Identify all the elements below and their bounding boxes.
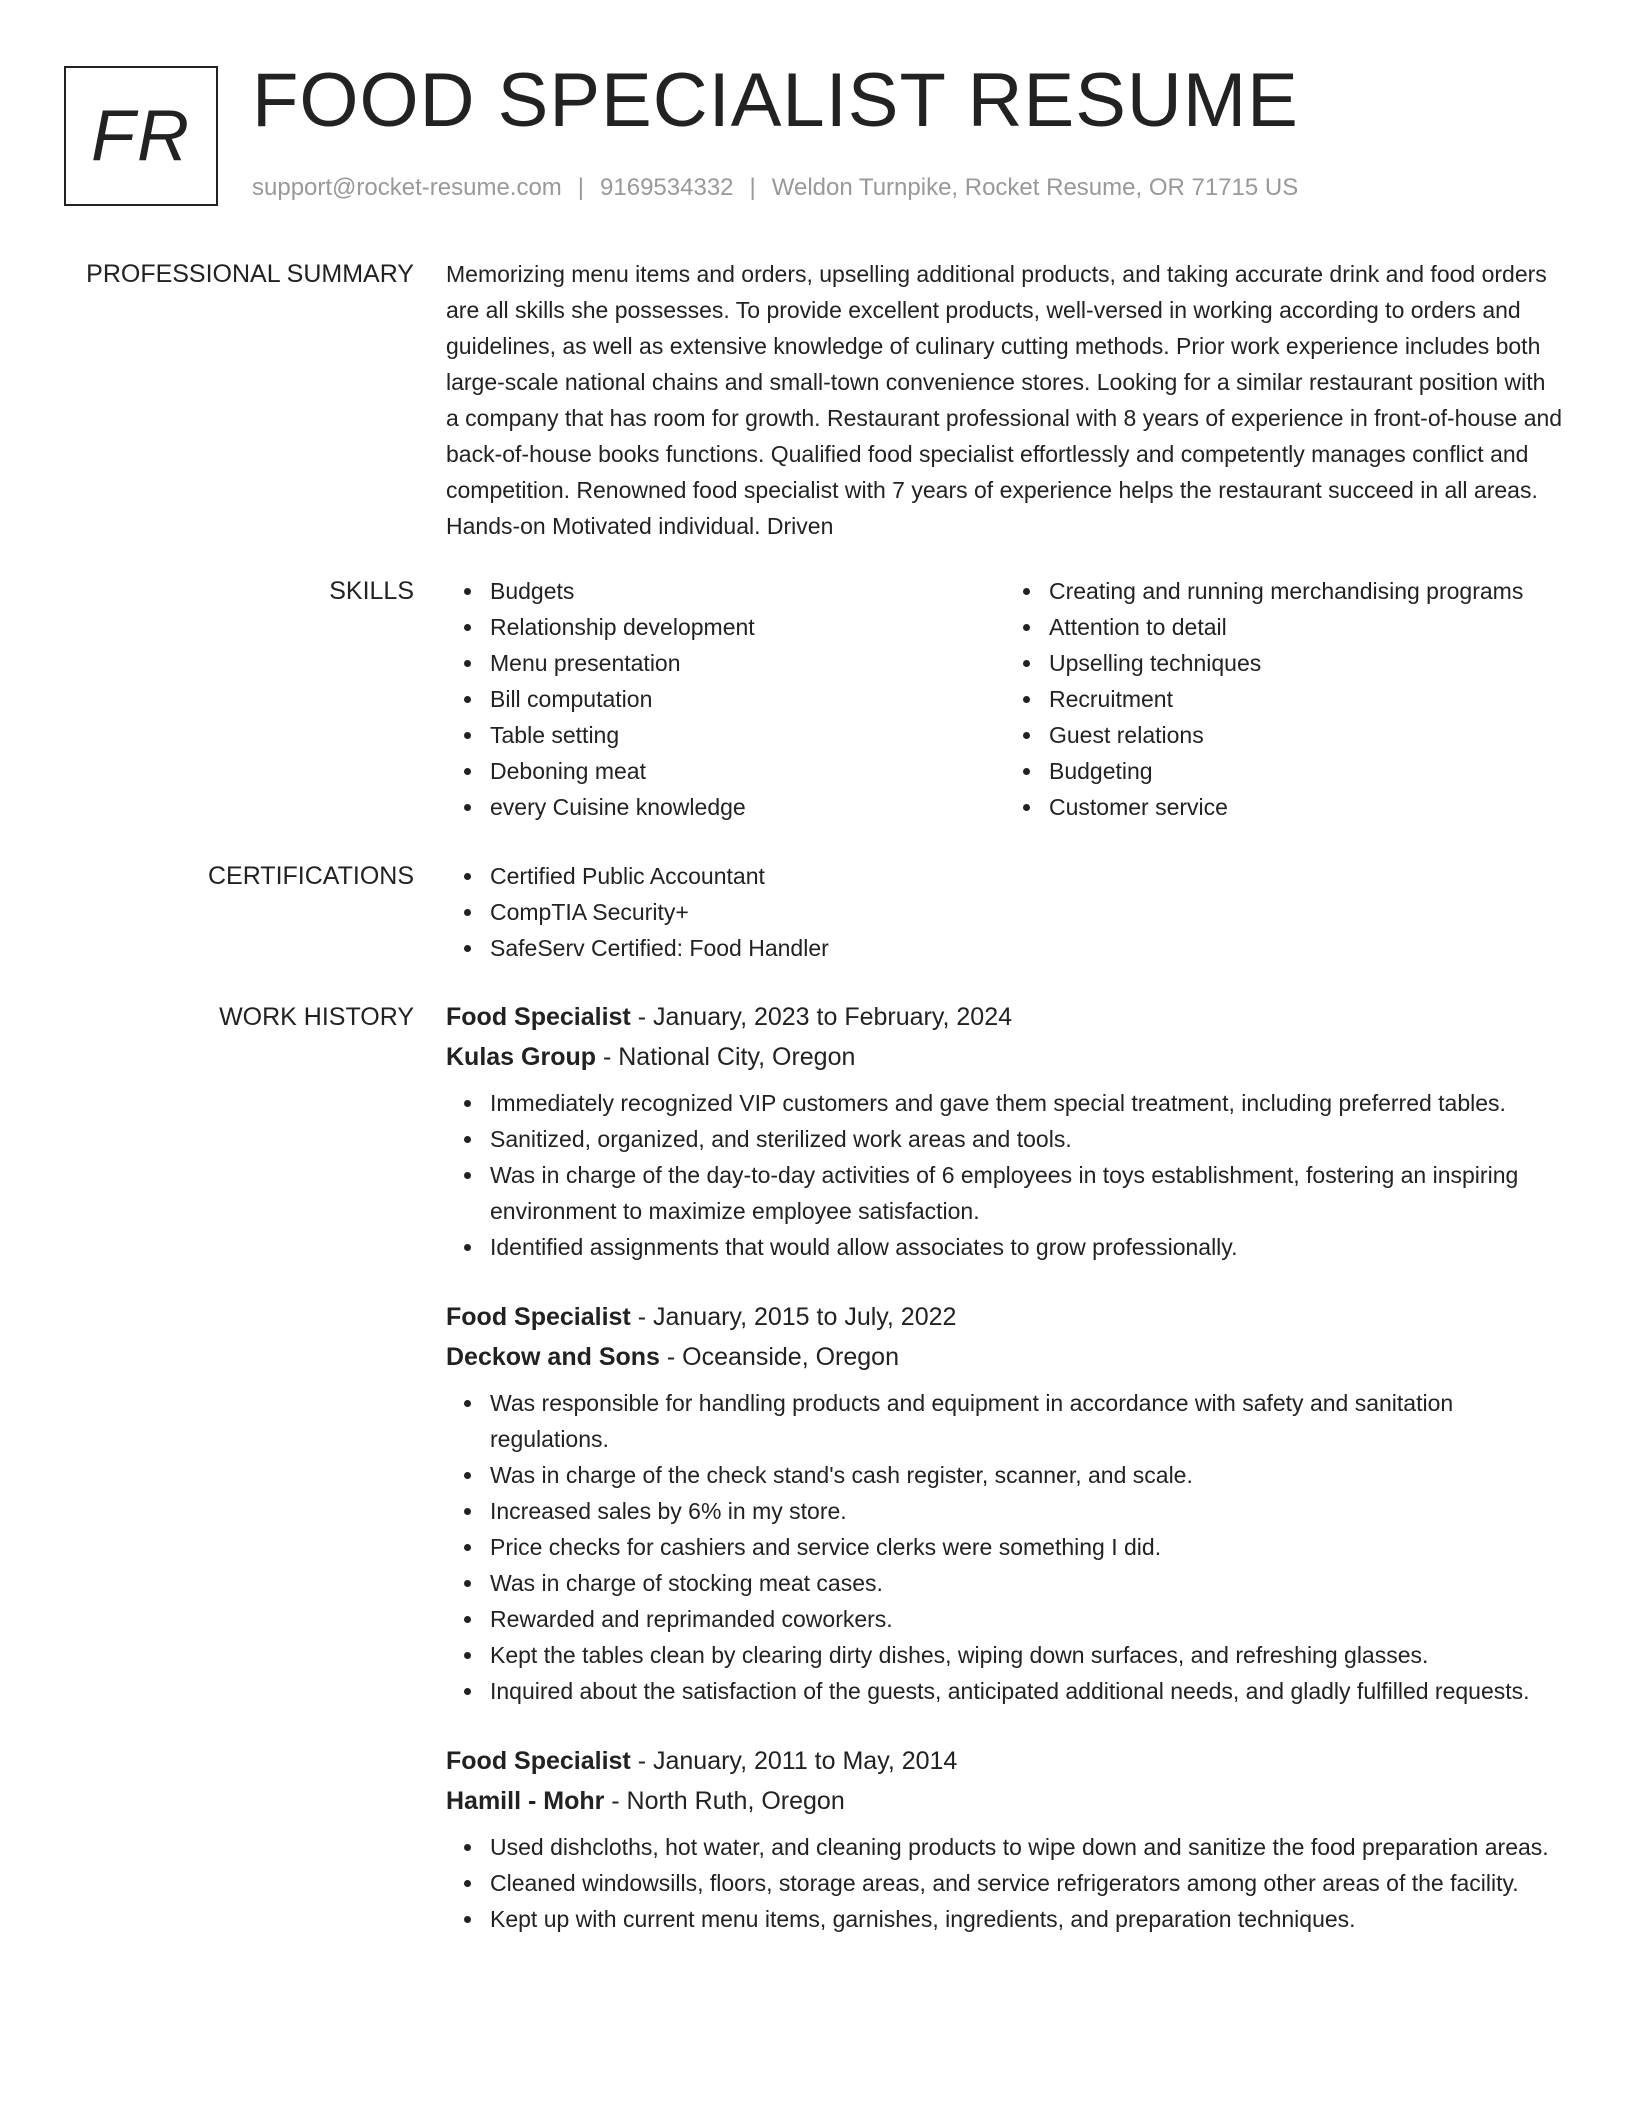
list-item: Was in charge of the day-to-day activities of 6 employees in toys establishment, fostering an inspiring environment to maximize employee satisfaction. (490, 1157, 1564, 1229)
list-item: Certified Public Accountant (490, 858, 1564, 894)
list-item: Used dishcloths, hot water, and cleaning products to wipe down and sanitize the food preparation areas. (490, 1829, 1564, 1865)
contact-address: Weldon Turnpike, Rocket Resume, OR 71715 US (771, 174, 1299, 201)
job-dates: - January, 2015 to July, 2022 (630, 1303, 957, 1331)
list-item: Was in charge of the check stand's cash register, scanner, and scale. (490, 1457, 1564, 1493)
job-title-line (446, 997, 1564, 1037)
skills-list-left (446, 573, 1005, 825)
skills-body (446, 573, 1564, 825)
list-item: CompTIA Security+ (490, 894, 1564, 930)
list-item: Price checks for cashiers and service clerks were something I did. (490, 1529, 1564, 1565)
list-item: Deboning meat (490, 753, 1005, 789)
list-item: Guest relations (1049, 717, 1564, 753)
job-company: Kulas Group (446, 1043, 597, 1071)
list-item: Menu presentation (490, 645, 1005, 681)
job-company-line (446, 1337, 1564, 1377)
job-bullets (446, 1085, 1564, 1265)
job-title-line (446, 1741, 1564, 1781)
list-item: Inquired about the satisfaction of the guests, anticipated additional needs, and gladly fulfilled requests. (490, 1673, 1564, 1709)
contact-phone: 9169534332 (600, 174, 734, 201)
job-entry (446, 997, 1564, 1265)
list-item: SafeServ Certified: Food Handler (490, 930, 1564, 966)
list-item: Upselling techniques (1049, 645, 1564, 681)
contact-email: support@rocket-resume.com (252, 174, 562, 201)
list-item: Sanitized, organized, and sterilized work areas and tools. (490, 1121, 1564, 1157)
certifications-list (446, 858, 1564, 966)
job-location: - Oceanside, Oregon (659, 1343, 899, 1371)
contact-line (252, 174, 1298, 202)
list-item: Budgets (490, 573, 1005, 609)
job-title-line (446, 1297, 1564, 1337)
list-item: Rewarded and reprimanded coworkers. (490, 1601, 1564, 1637)
job-company-line (446, 1037, 1564, 1077)
job-entry (446, 1297, 1564, 1709)
list-item: every Cuisine knowledge (490, 789, 1005, 825)
list-item: Creating and running merchandising programs (1049, 573, 1564, 609)
job-company: Deckow and Sons (446, 1343, 660, 1371)
page-title: FOOD SPECIALIST RESUME (252, 58, 1299, 143)
certifications-body (446, 858, 1564, 966)
list-item: Increased sales by 6% in my store. (490, 1493, 1564, 1529)
job-bullets (446, 1829, 1564, 1937)
job-title: Food Specialist (446, 1003, 631, 1031)
list-item: Kept up with current menu items, garnishes, ingredients, and preparation techniques. (490, 1901, 1564, 1937)
summary-text: Memorizing menu items and orders, upselling additional products, and taking accurate drink and food orders are all skills she possesses. To provide excellent products, well-versed in working according to orders and guidelines, as well as extensive knowledge of culinary cutting methods. Prior work experience includes both large-scale national chains and small-town convenience stores. Looking for a similar restaurant position with a company that has room for growth. Restaurant professional with 8 years of experience in front-of-house and back-of-house books functions. Qualified food specialist effortlessly and competently manages conflict and competition. Renowned food specialist with 7 years of experience helps the restaurant succeed in all areas. Hands-on Motivated individual. Driven (446, 261, 1563, 539)
list-item: Was in charge of stocking meat cases. (490, 1565, 1564, 1601)
list-item: Table setting (490, 717, 1005, 753)
skills-list-right (1005, 573, 1564, 825)
job-title: Food Specialist (446, 1747, 631, 1775)
work-history-heading: WORK HISTORY (219, 1003, 414, 1031)
monogram-logo: FR (64, 66, 218, 206)
list-item: Relationship development (490, 609, 1005, 645)
job-title: Food Specialist (446, 1303, 631, 1331)
list-item: Identified assignments that would allow associates to grow professionally. (490, 1229, 1564, 1265)
skills-heading: SKILLS (329, 577, 414, 605)
list-item: Budgeting (1049, 753, 1564, 789)
summary-body (446, 256, 1564, 544)
job-entry (446, 1741, 1564, 1937)
job-dates: - January, 2023 to February, 2024 (630, 1003, 1013, 1031)
list-item: Attention to detail (1049, 609, 1564, 645)
list-item: Customer service (1049, 789, 1564, 825)
job-company: Hamill - Mohr (446, 1787, 605, 1815)
contact-separator: | (749, 174, 756, 201)
certifications-heading: CERTIFICATIONS (207, 862, 414, 890)
list-item: Recruitment (1049, 681, 1564, 717)
list-item: Cleaned windowsills, floors, storage areas, and service refrigerators among other areas of the facility. (490, 1865, 1564, 1901)
job-dates: - January, 2011 to May, 2014 (630, 1747, 958, 1775)
list-item: Bill computation (490, 681, 1005, 717)
job-company-line (446, 1781, 1564, 1821)
summary-heading: PROFESSIONAL SUMMARY (86, 260, 414, 288)
job-bullets (446, 1385, 1564, 1709)
contact-separator: | (577, 174, 585, 201)
list-item: Was responsible for handling products and equipment in accordance with safety and sanitation regulations. (490, 1385, 1564, 1457)
job-location: - North Ruth, Oregon (604, 1787, 845, 1815)
list-item: Kept the tables clean by clearing dirty dishes, wiping down surfaces, and refreshing glasses. (490, 1637, 1564, 1673)
job-location: - National City, Oregon (596, 1043, 856, 1071)
list-item: Immediately recognized VIP customers and gave them special treatment, including preferred tables. (490, 1085, 1564, 1121)
work-history-body (446, 997, 1564, 1969)
